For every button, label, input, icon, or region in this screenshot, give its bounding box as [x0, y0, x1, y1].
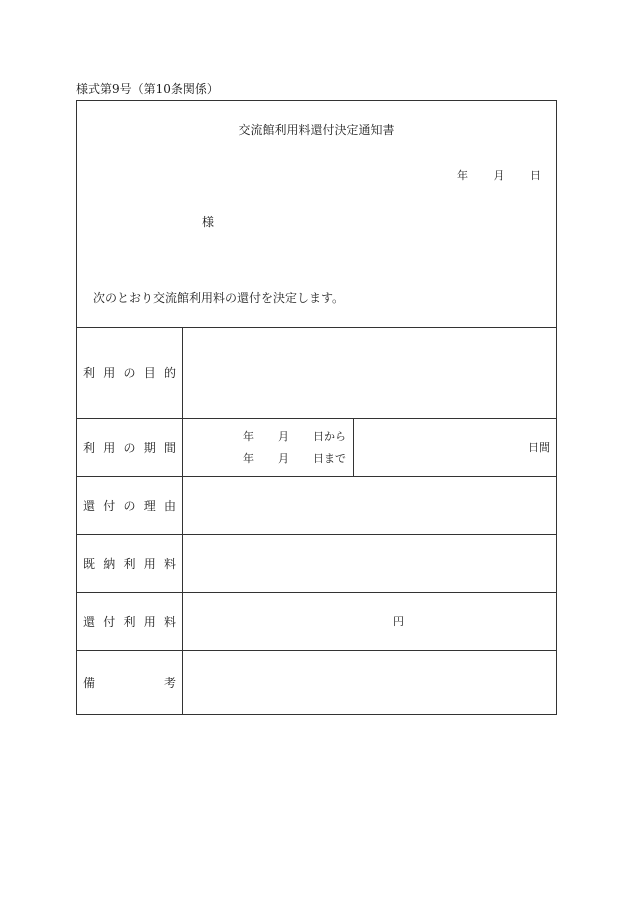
refund-fee-label: [77, 593, 183, 650]
document-title: 交流館利用料還付決定通知書: [238, 123, 395, 137]
period-dates[interactable]: [183, 419, 354, 476]
date-day-unit: 日: [530, 169, 541, 182]
label-char: の: [123, 366, 136, 380]
from-month-unit: 月: [278, 430, 289, 443]
label-char: 用: [103, 366, 116, 380]
label-char: 由: [163, 498, 176, 513]
row-period: [77, 419, 556, 477]
label-char: 還: [83, 498, 96, 513]
remarks-field[interactable]: [183, 651, 556, 714]
row-reason: [77, 477, 556, 535]
notice-text: 次のとおり交流館利用料の還付を決定します。: [93, 291, 345, 305]
date-year-unit: 年: [457, 169, 468, 182]
label-char: 利: [83, 440, 96, 455]
label-char: 利: [83, 366, 96, 380]
label-char: 既: [83, 556, 96, 571]
from-year-unit: 年: [243, 430, 254, 443]
reason-label: [77, 477, 183, 534]
label-char: 還: [83, 614, 96, 629]
label-char: の: [123, 498, 136, 513]
label-char: 付: [103, 498, 116, 513]
addressee-suffix: 様: [202, 215, 215, 229]
label-char: 間: [163, 440, 176, 455]
label-char: 利: [123, 614, 136, 629]
reason-field[interactable]: [183, 477, 556, 534]
row-refund-fee: [77, 593, 556, 651]
to-day-unit: 日まで: [313, 452, 346, 465]
label-char: の: [123, 440, 136, 455]
issue-date: [457, 169, 541, 183]
period-field: [183, 419, 556, 476]
refund-fee-field[interactable]: [183, 593, 556, 650]
period-label: [77, 419, 183, 476]
to-month-unit: 月: [278, 452, 289, 465]
label-char: 的: [163, 366, 176, 380]
label-char: 利: [123, 556, 136, 571]
days-unit: 日間: [528, 440, 550, 454]
paid-fee-field[interactable]: [183, 535, 556, 592]
paid-fee-label: [77, 535, 183, 592]
row-purpose: [77, 328, 556, 419]
remarks-label: [77, 651, 183, 714]
label-char: 用: [143, 614, 156, 629]
purpose-field[interactable]: [183, 328, 556, 418]
label-char: 備: [83, 675, 96, 690]
label-char: 目: [143, 366, 156, 380]
from-day-unit: 日から: [313, 430, 346, 443]
date-month-unit: 月: [493, 169, 505, 182]
label-char: 用: [143, 556, 156, 571]
label-char: 料: [163, 556, 176, 571]
form-reference: 様式第9号（第10条関係）: [76, 82, 219, 96]
notice-form: [76, 100, 557, 715]
label-char: 付: [103, 614, 116, 629]
to-year-unit: 年: [243, 452, 254, 465]
label-char: 料: [163, 614, 176, 629]
row-remarks: [77, 651, 556, 714]
form-header: [77, 101, 556, 328]
purpose-label: [77, 328, 183, 418]
label-char: 理: [143, 498, 156, 513]
label-char: 期: [143, 440, 156, 455]
row-paid-fee: [77, 535, 556, 593]
label-char: 考: [163, 675, 176, 690]
label-char: 用: [103, 440, 116, 455]
yen-unit: 円: [393, 614, 404, 628]
label-char: 納: [103, 556, 116, 571]
